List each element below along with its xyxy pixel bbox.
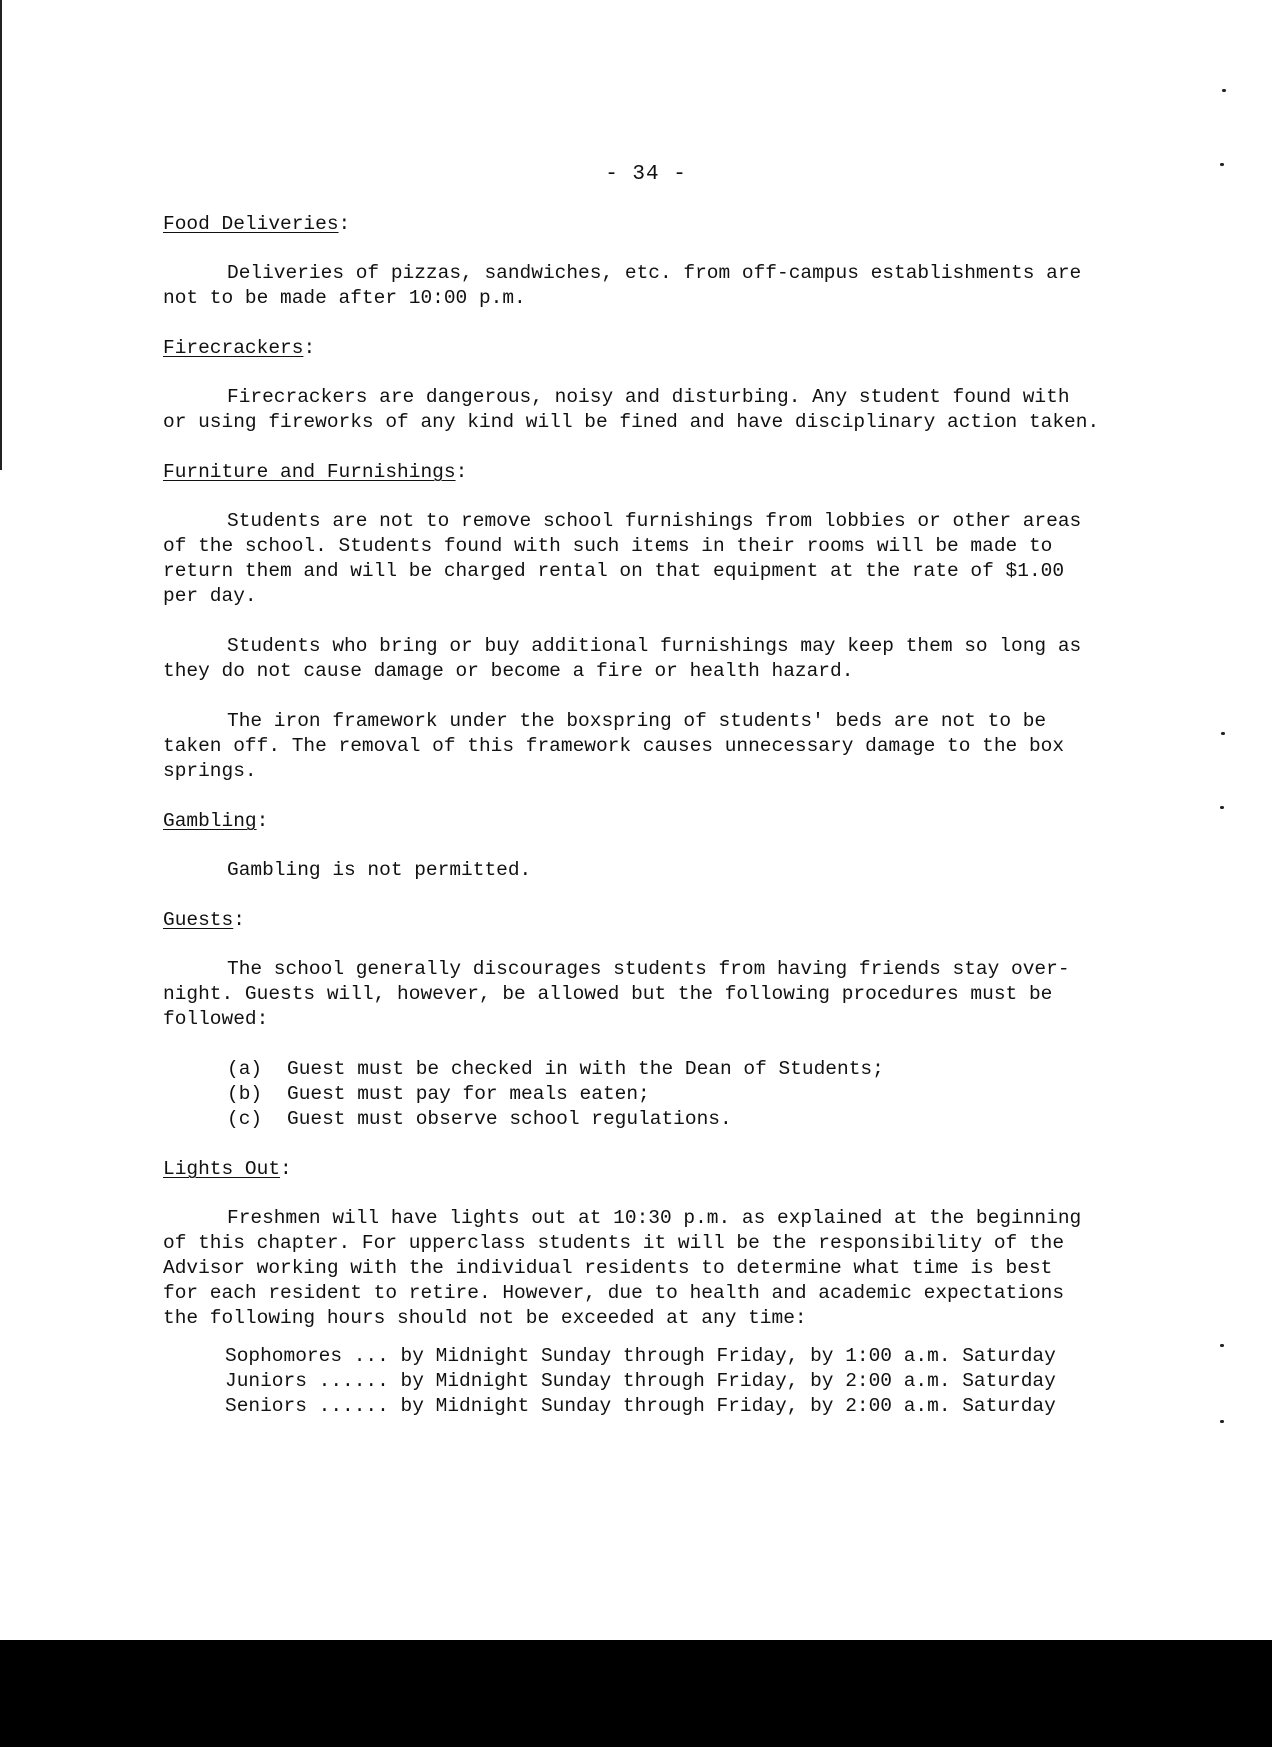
section-heading: Guests bbox=[163, 909, 234, 931]
section-furniture-and-furnishings: Furniture and Furnishings: Students are not to remove school furnishings from lobbies or other areas of the school. Students found with such items in their rooms will be made to return them and will be charged rental on that equipment at the rate of $1.00 per day. Students who bring or buy additional furnishings may keep them so long as they do not cause damage or become a fire or health hazard. The iron framework under the boxspring of students' beds are not to be taken off. The removal of this framework causes unnecessary damage to the box springs. bbox=[163, 460, 1163, 784]
section-heading: Lights Out bbox=[163, 1158, 281, 1180]
list-item-text: Guest must pay for meals eaten; bbox=[287, 1083, 650, 1105]
section-paragraph: Freshmen will have lights out at 10:30 p.m. as explained at the beginning of this chapter. For upperclass students it will be the responsibility of the Advisor working with the individual residents to determine what time is best for each resident to retire. However, due to health and academic expectations the following hours should not be exceeded at any time: bbox=[163, 1207, 1082, 1329]
document-body bbox=[163, 212, 1163, 1419]
section-paragraph: The iron framework under the boxspring of students' beds are not to be taken off. The removal of this framework causes unnecessary damage to the box springs. bbox=[163, 710, 1065, 782]
section-lights-out: Lights Out: Freshmen will have lights out at 10:30 p.m. as explained at the beginning of this chapter. For upperclass students it will be the responsibility of the Advisor working with the individual residents to determine what time is best for each resident to retire. However, due to health and academic expectations the following hours should not be exceeded at any time: Sophomores ... by Midnight Sunday through Friday, by 1:00 a.m. Saturday Juniors ...... by Midnight Sunday through Friday, by 2:00 a.m. Saturday Seniors ...... by Midnight Sunday through Friday, by 2:00 a.m. Saturday bbox=[163, 1157, 1163, 1419]
section-heading: Food Deliveries bbox=[163, 213, 339, 235]
scan-speck bbox=[1222, 89, 1226, 92]
hours-row: Sophomores ... by Midnight Sunday through Friday, by 1:00 a.m. Saturday bbox=[225, 1345, 1056, 1367]
list-item-text: Guest must observe school regulations. bbox=[287, 1108, 732, 1130]
section-heading: Firecrackers bbox=[163, 337, 304, 359]
section-paragraph: Students who bring or buy additional furnishings may keep them so long as they do not cause damage or become a fire or health hazard. bbox=[163, 635, 1082, 682]
page-number: - 34 - bbox=[605, 163, 687, 186]
section-firecrackers: Firecrackers: Firecrackers are dangerous, noisy and disturbing. Any student found with or using fireworks of any kind will be fined and have disciplinary action taken. bbox=[163, 336, 1163, 435]
scan-bottom-border bbox=[0, 1640, 1272, 1747]
section-paragraph: The school generally discourages students from having friends stay over- night. Guests will, however, be allowed but the following procedures must be followed: bbox=[163, 958, 1070, 1030]
section-paragraph: Gambling is not permitted. bbox=[227, 859, 532, 881]
section-paragraph: Firecrackers are dangerous, noisy and disturbing. Any student found with or using fireworks of any kind will be fined and have disciplinary action taken. bbox=[163, 386, 1100, 433]
scan-speck bbox=[1220, 1420, 1224, 1423]
section-gambling: Gambling: Gambling is not permitted. bbox=[163, 809, 1163, 883]
hours-row: Juniors ...... by Midnight Sunday through Friday, by 2:00 a.m. Saturday bbox=[225, 1370, 1056, 1392]
list-marker: (c) bbox=[227, 1108, 263, 1130]
section-paragraph: Students are not to remove school furnishings from lobbies or other areas of the school. Students found with such items in their rooms will be made to return them and will be charged rental on that equipment at the rate of $1.00 per day. bbox=[163, 510, 1082, 607]
scan-left-edge bbox=[0, 0, 2, 470]
lights-out-hours-list bbox=[163, 1344, 1163, 1419]
list-item bbox=[163, 1082, 1163, 1107]
hours-row: Seniors ...... by Midnight Sunday through Friday, by 2:00 a.m. Saturday bbox=[225, 1395, 1056, 1417]
list-marker: (b) bbox=[227, 1083, 263, 1105]
section-heading: Gambling bbox=[163, 810, 257, 832]
scan-speck bbox=[1220, 806, 1224, 809]
section-food-deliveries: Food Deliveries: Deliveries of pizzas, sandwiches, etc. from off-campus establishments are not to be made after 10:00 p.m. bbox=[163, 212, 1163, 311]
list-marker: (a) bbox=[227, 1058, 263, 1080]
list-item bbox=[163, 1057, 1163, 1082]
scan-speck bbox=[1220, 1344, 1224, 1347]
section-heading: Furniture and Furnishings bbox=[163, 461, 456, 483]
section-paragraph: Deliveries of pizzas, sandwiches, etc. from off-campus establishments are not to be made after 10:00 p.m. bbox=[163, 262, 1082, 309]
scan-speck bbox=[1221, 732, 1225, 735]
section-guests: Guests: The school generally discourages students from having friends stay over- night. Guests will, however, be allowed but the following procedures must be followed: (a) Guest must be checked in with the Dean of Students; (b) Guest must pay for meals eaten; (c) Guest must observe school regulations. bbox=[163, 908, 1163, 1132]
list-item-text: Guest must be checked in with the Dean of Students; bbox=[287, 1058, 884, 1080]
guest-procedures-list bbox=[163, 1057, 1163, 1132]
list-item bbox=[163, 1107, 1163, 1132]
